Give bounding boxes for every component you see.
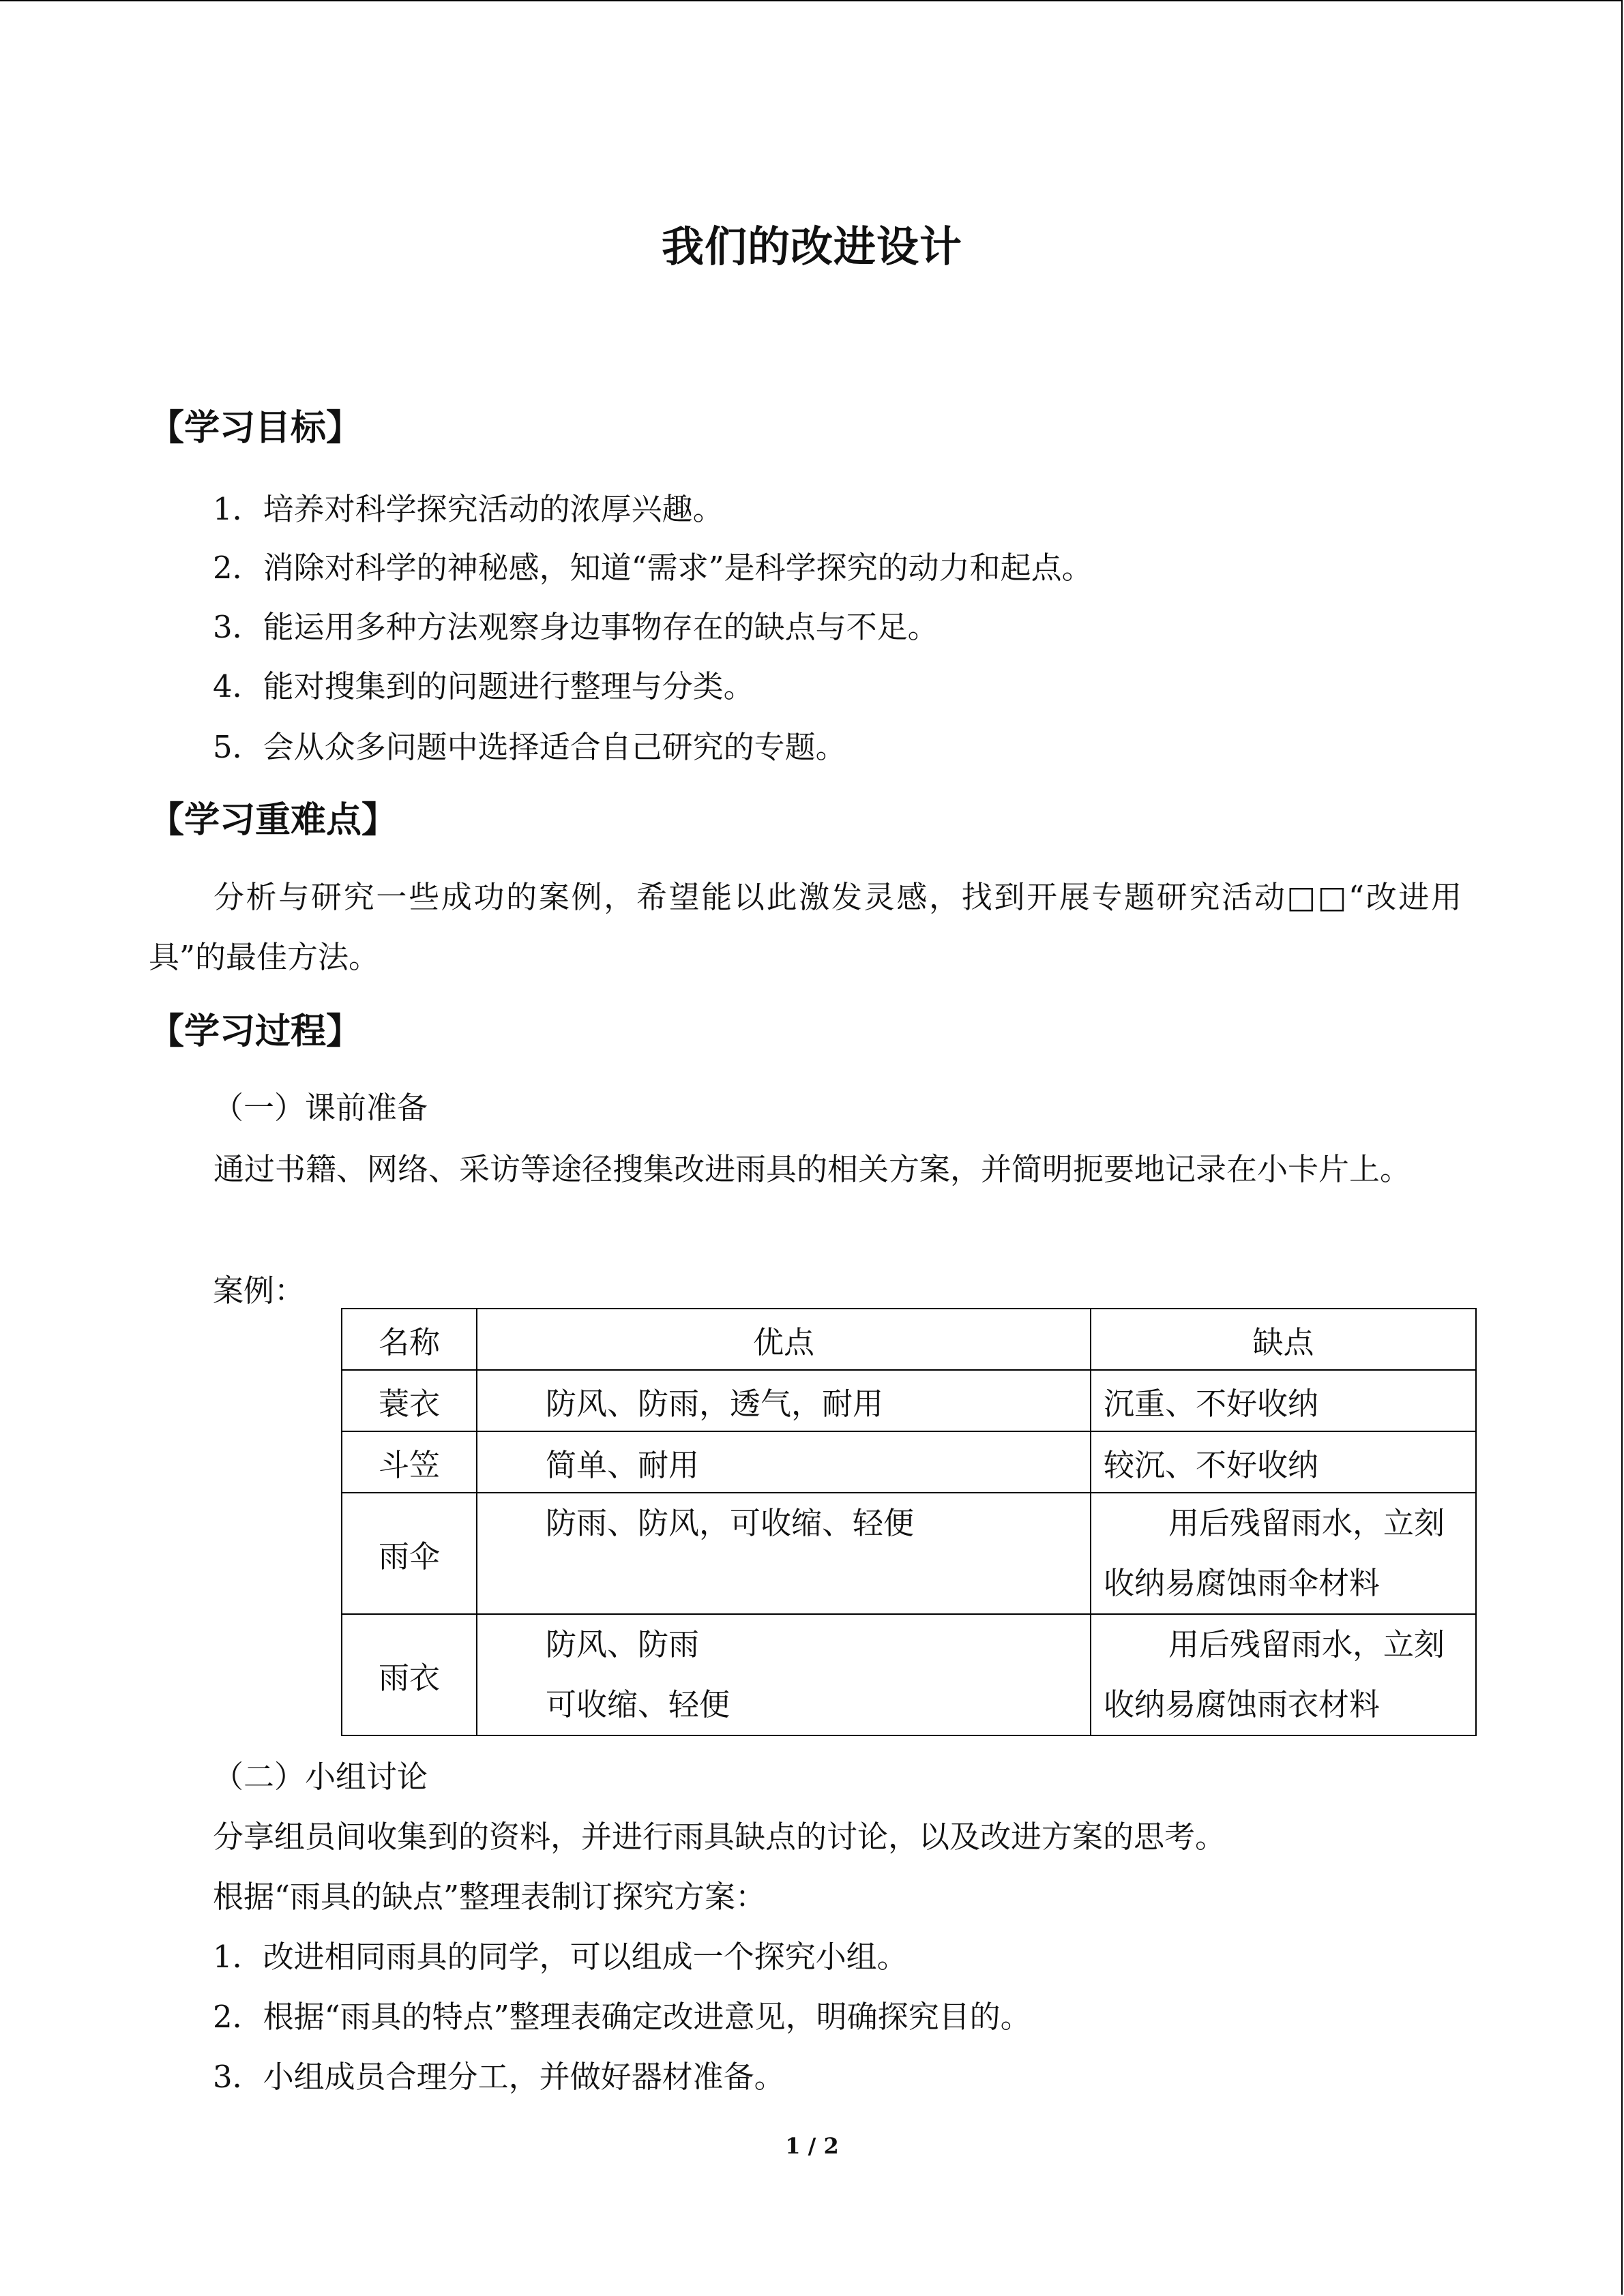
table-cell-disadvantage [1091, 1493, 1476, 1614]
page-title: 我们的改进设计 [661, 222, 962, 271]
part2-line-1: 分享组员间收集到的资料，并进行雨具缺点的讨论，以及改进方案的思考。 [213, 1819, 1226, 1855]
part2-title: （二）小组讨论 [213, 1759, 428, 1795]
table-header-name: 名称 [342, 1309, 477, 1370]
advantage-line: 防雨、防风，可收缩、轻便 [546, 1505, 915, 1541]
table-cell-disadvantage: 较沉、不好收纳 [1091, 1431, 1476, 1493]
table-header-disadvantage: 缺点 [1091, 1309, 1476, 1370]
table-row [342, 1493, 1476, 1614]
heading-key-points: 【学习重难点】 [149, 800, 398, 841]
page-number: 1 / 2 [785, 2133, 839, 2159]
table-header-advantage: 优点 [477, 1309, 1091, 1370]
part2-line-3: 1．改进相同雨具的同学，可以组成一个探究小组。 [213, 1939, 908, 1975]
table-cell-name: 蓑衣 [342, 1370, 477, 1431]
rain-gear-table [341, 1308, 1477, 1736]
disadvantage-text: 用后残留雨水，立刻收纳易腐蚀雨伞材料 [1104, 1505, 1445, 1601]
part1-title: （一）课前准备 [213, 1090, 428, 1126]
objective-item-2: 2．消除对科学的神秘感，知道“需求”是科学探究的动力和起点。 [213, 550, 1093, 586]
table-cell-name: 斗笠 [342, 1431, 477, 1493]
objective-item-3: 3．能运用多种方法观察身边事物存在的缺点与不足。 [213, 609, 939, 645]
heading-process: 【学习过程】 [149, 1011, 362, 1052]
table-cell-advantage [477, 1614, 1091, 1735]
table-cell-disadvantage [1091, 1614, 1476, 1735]
heading-objectives: 【学习目标】 [149, 408, 362, 449]
table-cell-advantage [477, 1493, 1091, 1614]
part2-line-2: 根据“雨具的缺点”整理表制订探究方案： [213, 1879, 767, 1915]
objective-item-4: 4．能对搜集到的问题进行整理与分类。 [213, 668, 754, 704]
table-cell-name: 雨衣 [342, 1614, 477, 1735]
case-label: 案例： [213, 1272, 306, 1309]
advantage-line: 可收缩、轻便 [546, 1686, 730, 1723]
table-row [342, 1431, 1476, 1493]
table-cell-advantage: 简单、耐用 [477, 1431, 1091, 1493]
advantage-line: 防风、防雨 [546, 1626, 700, 1663]
part2-line-5: 3．小组成员合理分工，并做好器材准备。 [213, 2059, 785, 2095]
table-cell-name: 雨伞 [342, 1493, 477, 1614]
objective-item-1: 1．培养对科学探究活动的浓厚兴趣。 [213, 491, 724, 527]
table-cell-disadvantage: 沉重、不好收纳 [1091, 1370, 1476, 1431]
table-header-row [342, 1309, 1476, 1370]
disadvantage-text: 用后残留雨水，立刻收纳易腐蚀雨衣材料 [1104, 1626, 1445, 1723]
key-points-text: 分析与研究一些成功的案例，希望能以此激发灵感，找到开展专题研究活动□□“改进用具”的最佳方法。 [149, 879, 1462, 975]
objective-item-5: 5．会从众多问题中选择适合自己研究的专题。 [213, 729, 846, 765]
part2-line-4: 2．根据“雨具的特点”整理表确定改进意见，明确探究目的。 [213, 1999, 1031, 2035]
part1-text: 通过书籍、网络、采访等途径搜集改进雨具的相关方案，并简明扼要地记录在小卡片上。 [213, 1151, 1411, 1187]
table-row [342, 1614, 1476, 1735]
table-row [342, 1370, 1476, 1431]
table-cell-advantage: 防风、防雨，透气，耐用 [477, 1370, 1091, 1431]
